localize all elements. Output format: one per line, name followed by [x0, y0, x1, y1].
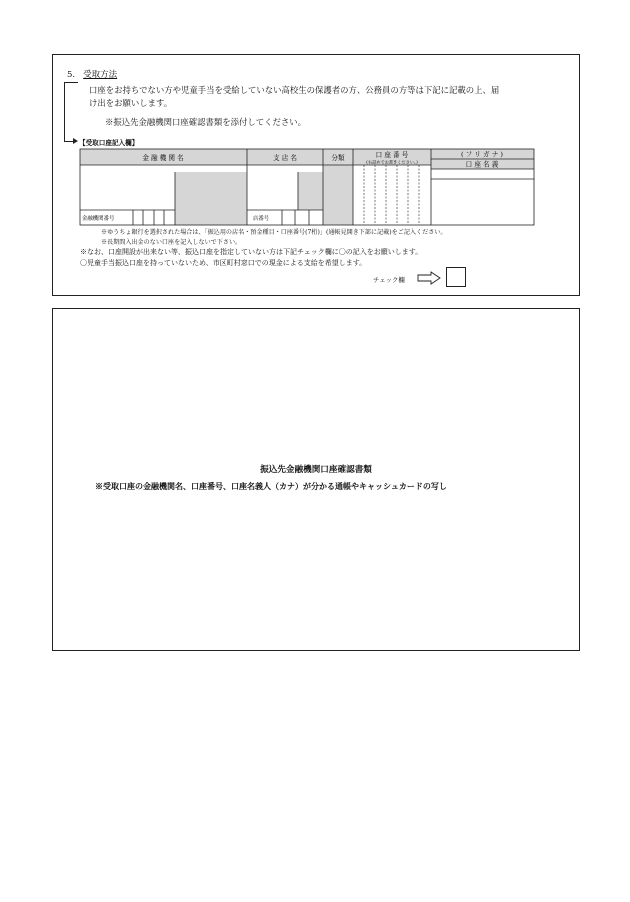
section-number: 5.: [67, 70, 76, 80]
branch-name-header: 支 店 名: [273, 154, 297, 162]
check-box[interactable]: [446, 267, 466, 287]
section-title: 受取方法: [83, 70, 118, 80]
account-number-note: (右詰めでお書きください。): [366, 159, 418, 165]
furigana-header: ( フ リ ガ ナ ): [461, 150, 503, 159]
instruction-line-2: け出をお願いします。: [89, 98, 173, 108]
account-number-header: 口 座 番 号: [375, 151, 409, 159]
no-account-note: ※なお、口座開設が出来ない等、振込口座を指定していない方は下記チェック欄に〇の記入をお願いします。: [80, 248, 423, 256]
branch-code-shade: [298, 172, 323, 210]
account-entry-label: 【受取口座記入欄】: [79, 139, 139, 147]
cash-payment-note: 〇児童手当振込口座を持っていないため、市区町村窓口での現金による支給を希望します。: [80, 259, 367, 267]
section-5-receipt-method: [52, 54, 580, 296]
attachment-title: 振込先金融機関口座確認書類: [260, 465, 372, 475]
right-arrow-icon: [417, 271, 441, 285]
category-header: 分類: [331, 154, 345, 162]
check-label: チェック欄: [373, 276, 405, 284]
attachment-area: [52, 308, 580, 651]
branch-code-label: 店番号: [253, 216, 270, 222]
attachment-description: ※受取口座の金融機関名、口座番号、口座名義人（カナ）が分かる通帳やキャッシュカードの写し: [95, 481, 447, 491]
account-holder-header: 口 座 名 義: [465, 160, 499, 169]
yucho-note: ※ゆうちょ銀行を選択された場合は、「振込用の店名・預金種目・口座番号(7桁)」(通帳見開き下部に記載)をご記入ください。: [101, 229, 447, 236]
bank-code-label: 金融機関番号: [82, 216, 115, 222]
bank-name-header: 金 融 機 関 名: [142, 154, 184, 162]
bank-code-shade: [175, 172, 247, 225]
instruction-line-1: 口座をお持ちでない方や児童手当を受給していない高校生の保護者の方、公務員の方等は下記に記載の上、届: [89, 85, 500, 95]
dormant-account-note: ※長期間入出金のない口座を記入しないで下さい。: [101, 239, 242, 246]
attach-instruction: ※振込先金融機関口座確認書類を添付してください。: [105, 117, 306, 127]
